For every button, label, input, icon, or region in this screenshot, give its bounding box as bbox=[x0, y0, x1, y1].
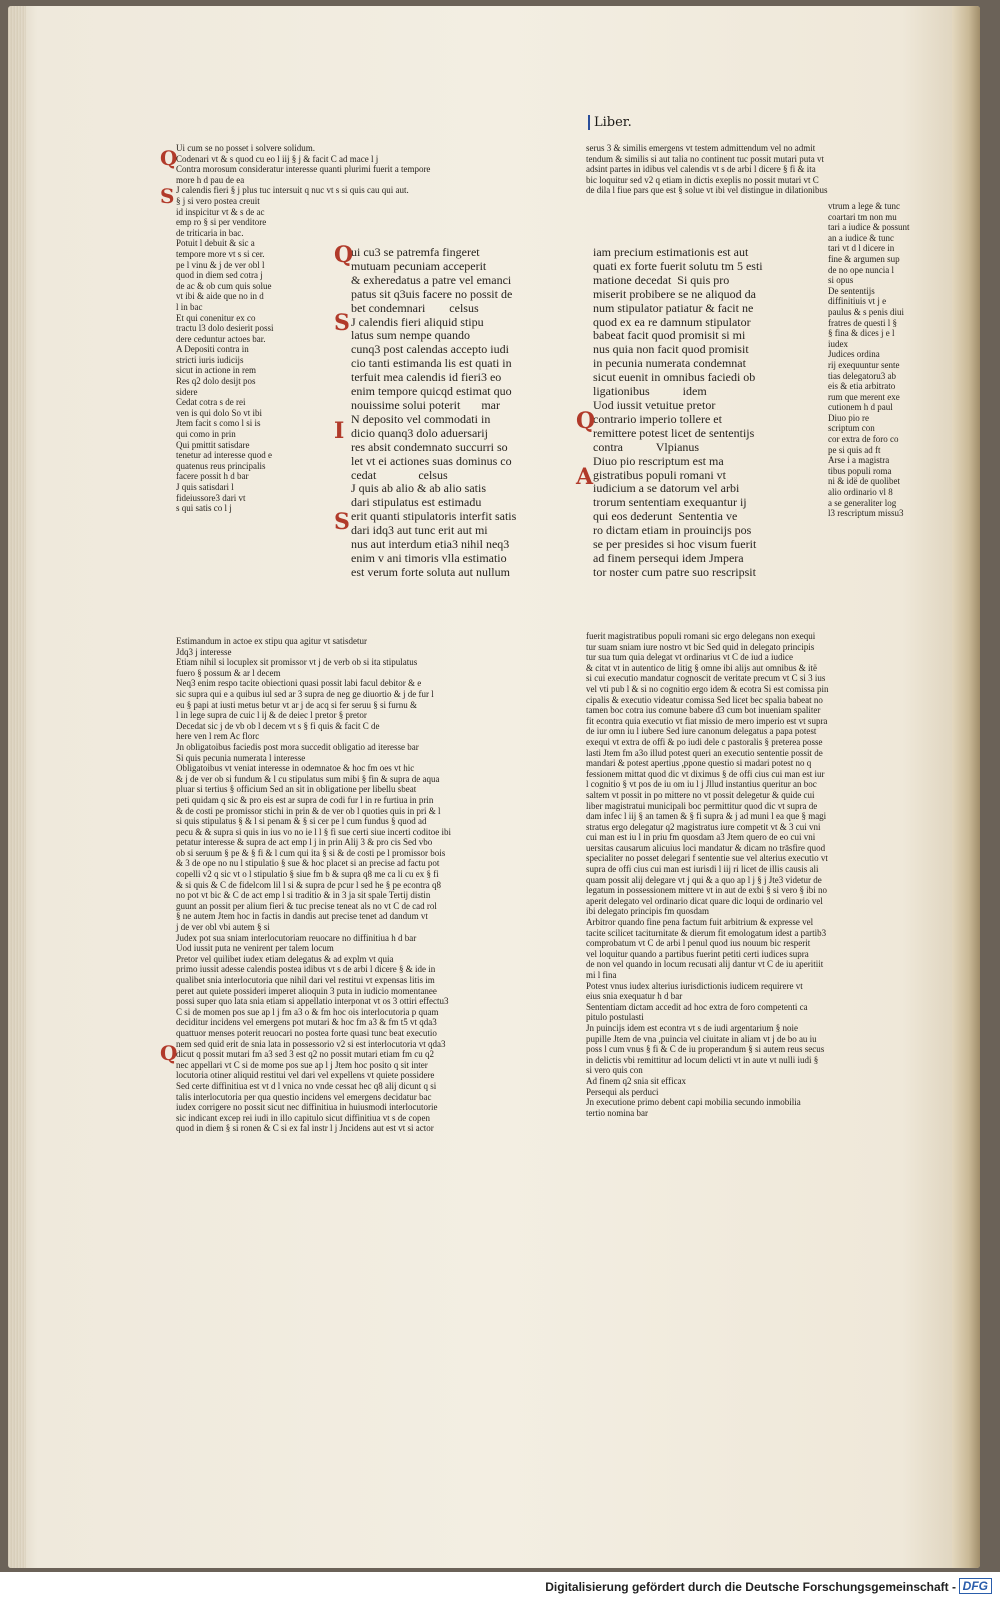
gloss-left-top: Ui cum se no posset i solvere solidum. Codenari vt & s quod cu eo l iij § j & facit C ad mace l j Contra morosum consideratur interesse quanti plurimi fuerit a tempore more h d pau de ea J calendis fieri § j plus tuc intersuit q nuc vt s si quis cau qui aut. § j si vero postea creuit id inspicitur vt & s de ac emp ro § si per venditore de triticaria in bac. Potuit l debuit & sic a tempore more vt s si cer. pe l vinu & j de ver obl l quod in diem sed cotra j de ac & ob cum quis solue vt ibi & aide que no in d l in bac Et qui conenitur ex co tractu l3 dolo desierit possi dere ceduntur actoes bar. A Depositi contra in stricti iuris iudicijs sicut in actione in rem Res q2 dolo desijt pos sidere Cedat cotra s de rei ven is qui dolo So vt ibi Jtem facit s como l si is qui como in prin Qui pmittit satisdare tenetur ad interesse quod e quatenus reus principalis facere possit h d bar J quis satisdari l fideiussore3 dari vt s qui satis co l j bbox=[176, 143, 431, 514]
book-spine bbox=[952, 6, 980, 1568]
initial-s-main: S bbox=[334, 310, 350, 336]
initial-s2-main: S bbox=[334, 509, 350, 535]
gloss-right-bottom: fuerit magistratibus populi romani sic ergo delegans non exequi tur suam sniam iure nostro vt bic Sed quid in delegato principis tur sua tum quia delegat vt ordinarius vt C de iud a iudice & citat vt in autentico de litig § omne ibi alijs aut omnibus & itë si cui executio mandatur cognoscit de veritate precum vt C si 3 ius vel vti pub l & si no cognitio ergo idem & ecotra Si est comissa pin cipalis & executio videatur comissa Sed licet bec spalia babeat no tamen boc cotra ius comune babere d3 cum bot inueniam spaliter fit econtra quia executio vt fiat missio de mero imperio est vt supra de iur omn iu l iubere Sed iure canonum delegatus a papa potest exequi vt extra de offi & po iudi dele c pastoralis § preterea posse lasti Jtem fm a3o illud potest queri an executio sententie possit de mandari & potest apertius ,ppone questio si madari potest no q fessionem mittat quod dic vt diximus § de offi cius cui man est iur l cognitio § vt pos de iu om iu l j Jllud instantius queritur an boc saltem vt possit in po mittere no vt possit delegetur & quide cui liber magistratui municipali boc permittitur quod dic vt supra de dam infec l iij § an tamen & § fi supra & j ad muni l ea que § magi stratus ergo delegatur q2 magistratus iure competit vt & 3 cui vni cui man est iu l in priu fm quosdam a3 Jtem quero de eo cui vni uersitas causarum alicuius loci mandatur & dicam no trāsfire quod specialiter no posset delegari f sententie sue vel alterius executio vt supra de offi cius cui man est iurisdi l iij ri licet de illis causis ali quam possit alij delegare vt j qui & a quo ap l j § j Jte3 videtur de legatum in possessionem mittere vt in aut de exbi § si vero § ibi no aperit delegato vel ordinario dicat quare dic loqui de ordinario vel ibi delegato principis fm quosdam Arbitror quando fine pena factum fuit arbitrium & expresse vel tacite scilicet taciturnitate & dierum fit emologatum idest a partib3 comprobatum vt C de arbi l penul quod ius nouum bic resperit vel loquitur quando a partibus fuerint petiti certi iudices supra de non vel quando in locum recusati alij dantur vt C de iu aperitiit mi l fina Potest vnus iudex alterius iurisdictionis iudicem requirere vt eius snia exequatur h d bar Sententiam dictam accedit ad hoc extra de foro competenti ca pitulo postulasti Jn puincijs idem est econtra vt s de iudi argentarium § noie pupille Jtem de vna ,puincia vel ciuitate in aliam vt j de bo au iu poss l cum vnus § fi & C de iu properandum § si autem reus secus in delictis vbi remittitur ad locum delicti vt in aute vt nulli iudi § si vero quis con Ad finem q2 snia sit efficax Persequi als perduci Jn executione primo debent capi mobilia secundo inmobilia tertio nomina bar bbox=[586, 631, 829, 1118]
dfg-logo: DFG bbox=[959, 1578, 992, 1594]
running-head: Liber. bbox=[588, 115, 632, 130]
initial-i-main: I bbox=[334, 418, 345, 444]
initial-q-gloss-2: Q bbox=[160, 1041, 178, 1065]
initial-q-right: Q bbox=[576, 408, 596, 434]
gloss-left-bottom: Estimandum in actoe ex stipu qua agitur vt satisdetur Jdq3 j interesse Etiam nihil si locuplex sit promissor vt j de verb ob si ita stipulatus fuero § possum & ar l decem Neq3 enim respo tacite obiectioni quasi possit labi facul debitor & e sic supra qui e a quibus iul sed ar 3 supra de neg ge diuortio & j de fur l eu § papi at iusti metus betur vt ar j de acq si fer seruu § si furnu & l in lege supra de cuic l ij & de deiec l pretor § pretor Decedat sic j de vb ob l decem vt s § fi quis & facit C de here ven l rem Ac florc Jn obligatoibus faciedis post mora succedit obligatio ad iteresse bar Si quis pecunia numerata l interesse Obligatoibus vt veniat interesse in odemnatoe & hoc fm oes vt hic & j de ver ob si fundum & l cu stipulatus sum mibi § fin & supra de aqua pluar si tertius § officium Sed an sit in obligatione per libellu sbeat peti quidam q sic & pro eis est ar supra de codi fur l in re furtiua in prin & de costi pe promissor stichi in prin & de ver ob l quoties quis in pri & l si quis stipulatus § & l si penam & § si cer pe l cum fundus § quod ad pecu & & supra si quis in ius vo no ie l l § fi sue certi siue incerti coditoe ibi petatur interesse & supra de act emp l j in prin Alij 3 & pro cis Sed vbo ob si seruum § pe & § fi & l cum qui ita § si & de costi pe l promissor bois & 3 de ope no nu l stipulatio § sue & hoc placet si an precise ad factu pot copelli v2 q sic vt o l stipulatio § siue fm b & supra q8 me ca li cu ex § fi & si quis & C de fidelcom lil l si & supra de pcur l sed he § pe econtra q8 no pot vt bic & C de act emp l si traditio & in 3 ja sit spale Tertij distin guunt an possit per alium fieri & tuc precise teneat als no vt C de cad rol § ne autem Jtem hoc in factis in dandis aut precise tenet ad dandum vt j de ver obl vbi autem § si Judex pot sua sniam interlocutoriam reuocare no diffinitiua h d bar Uod iussit puta ne venirent per talem locum Pretor vel quilibet iudex etiam delegatus & ad explm vt quia primo iussit adesse calendis postea idibus vt s de arbi l dicere § & ide in qualibet snia interlocutoria que nihil dari vel restitui vt expensas litis im peret aut quiete possideri imperet alioquin 3 puta in iudicio momentanee possi super quo lata snia etiam si appellatio interponat vt os 3 ottiri effectu3 C si de momen pos sue ap l j fm a3 o & fm hoc ois interlocutoria p quam deciditur incidens vel emergens pot mutari & hoc fm a3 & fm t5 vt qda3 quattuor menses poterit reuocari no postea forte quasi tunc beat executio nem sed quid erit de snia lata in possessorio v2 si est interlocutoria vt qda3 dicut q possit mutari fm a3 sed 3 est q2 no possit mutari etiam fm cu q2 nec appellari vt C si de mome pos sue ap l j Jtem hoc posito q sit inter locutoria otiner aliquid restitui vel dari vel expellens vt quiete possidere Sed certe diffinitiua est vt d l vnica no vnde cessat hec q8 alij dicunt q si talis interlocutoria per qua questio incidens vel emergens decidatur bac iudex corrigere no possit sicut nec diffinitiua in huiusmodi interlocutorie sic indicant excep rei iudi in illo capitulo sicut diffinitiua vt s de copen quod in diem § si ronen & C si ex fal instr l j Jncidens aut est vt si actor bbox=[176, 636, 451, 1134]
footer-credit-text: Digitalisierung gefördert durch die Deutsche Forschungsgemeinschaft - bbox=[545, 1580, 956, 1594]
main-text-right-column: iam precium estimationis est aut quati ex forte fuerit solutu tm 5 esti matione decedat Si quis pro miserit probibere se ne aliquod da num stipulator patiatur & facit ne quod ex ea re damnum stipulator babeat facit quod promisit si mi nus quia non facit quod promisit in pecunia numerata condemnat sicut euenit in omnibus faciedi ob ligationibus idem Uod iussit vetuitue pretor contrario imperio tollere et remittere potest licet de sententijs contra Vlpianus Diuo pio rescriptum est ma gistratibus populi romani vt iudicium a se datorum vel arbi trorum sententiam exequantur ij qui eos dederunt Sententia ve ro dictam etiam in prouincijs pos se per presides si hoc visum fuerit ad finem persequi idem Jmpera tor noster cum patre suo rescripsit bbox=[593, 245, 763, 579]
main-text-left-column: ui cu3 se patremfa fingeret mutuam pecuniam acceperit & exheredatus a patre vel emanci patus sit q3uis facere no possit de bet condemnari celsus J calendis fieri aliquid stipu latus sum nempe quando cunq3 post calendas accepto iudi cio tanti estimanda lis est quati in terfuit mea calendis id fieri3 eo enim tempore quicqd estimat quo nouissime solui poterit mar N deposito vel commodati in dicio quanq3 dolo aduersarij res absit condemnato succurri so let vt ei actiones suas dominus co cedat celsus J quis ab alio & ab alio satis dari stipulatus est estimadu erit quanti stipulatoris interfit satis dari idq3 aut tunc erit aut mi nus aut interdum etia3 nihil neq3 enim v ani timoris vlla estimatio est verum forte soluta aut nullum bbox=[351, 245, 517, 579]
initial-a-right: A bbox=[576, 464, 594, 490]
initial-q-main: Q bbox=[334, 242, 354, 268]
initial-s-gloss: S bbox=[160, 184, 175, 208]
initial-q-gloss: Q bbox=[160, 146, 178, 170]
footer-credit-bar bbox=[0, 1572, 1000, 1601]
gloss-right-side: vtrum a lege & tunc coartari tm non mu tari a iudice & possunt an a iudice & tunc tari vt d l dicere in fine & argumen sup de no ope nuncia l si opus De sententijs diffinitiuis vt j e paulus & s penis diui fratres de questi l § § fina & dices j e l iudex Judices ordina rij exequuntur sente tias delegatoru3 ab eis & etia arbitrato rum que merent exe cutionem h d paul Diuo pio re scriptum con cor extra de foro co pe si quis ad ft Arse i a magistra tibus populi roma ni & idë de quolibet alio ordinario vl 8 a se generaliter log l3 rescriptum missu3 bbox=[828, 201, 910, 519]
gloss-right-top: serus 3 & similis emergens vt testem admittendum vel no admit tendum & similis si aut talia no continent tuc possit mutari puta vt adsint partes in idibus vel calendis vt s de arbi l dicere § fi & ita bic loquitur sed v2 q etiam in dictis exeplis no possit mutari vt C de dila l fiue pars que est § solue vt ibi vel distingue in dilationibus bbox=[586, 143, 828, 196]
page-edges bbox=[8, 6, 26, 1568]
book-page bbox=[8, 6, 980, 1568]
